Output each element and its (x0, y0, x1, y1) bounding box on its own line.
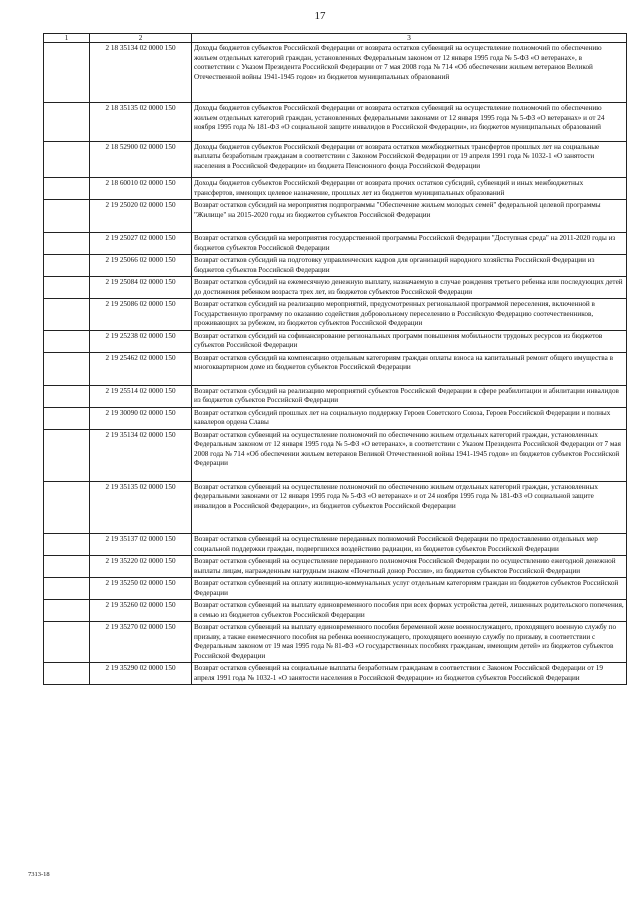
page-number: 17 (314, 10, 326, 22)
budget-classification-code: 2 19 30090 02 0000 150 (90, 407, 192, 429)
income-type-description: Возврат остатков субвенций на социальные выплаты безработным гражданам в соответствии с Законом Российской Федерации от 19 апреля 1991 года № 1032-1 «О занятости населения в Российской Федерации» из бюджетов субъектов Российской Федерации (192, 663, 627, 685)
table-row (44, 622, 627, 663)
table-row (44, 200, 627, 233)
row-number-cell (44, 141, 90, 178)
table-row (44, 429, 627, 481)
table-row (44, 141, 627, 178)
budget-classification-code: 2 18 52900 02 0000 150 (90, 141, 192, 178)
table-row (44, 600, 627, 622)
budget-classification-code: 2 19 25084 02 0000 150 (90, 277, 192, 299)
income-type-description: Возврат остатков субсидий на компенсацию отдельным категориям граждан оплаты взноса на капитальный ремонт общего имущества в многоквартирном доме из бюджетов субъектов Российской Федерации (192, 352, 627, 385)
row-number-cell (44, 277, 90, 299)
column-header-2: 2 (90, 34, 192, 43)
row-number-cell (44, 429, 90, 481)
row-number-cell (44, 255, 90, 277)
income-type-description: Доходы бюджетов субъектов Российской Федерации от возврата прочих остатков субсидий, субвенций и иных межбюджетных трансфертов, имеющих целевое назначение, прошлых лет из бюджетов муниципальных образований (192, 178, 627, 200)
row-number-cell (44, 43, 90, 103)
table-row (44, 407, 627, 429)
income-type-description: Возврат остатков субсидий на реализацию мероприятий субъектов Российской Федерации в сфере реабилитации и абилитации инвалидов из бюджетов субъектов Российской Федерации (192, 385, 627, 407)
column-header-3: 3 (192, 34, 627, 43)
budget-classification-code: 2 19 35250 02 0000 150 (90, 578, 192, 600)
budget-classification-code: 2 18 60010 02 0000 150 (90, 178, 192, 200)
table-row (44, 578, 627, 600)
row-number-cell (44, 534, 90, 556)
row-number-cell (44, 407, 90, 429)
row-number-cell (44, 556, 90, 578)
row-number-cell (44, 178, 90, 200)
budget-classification-code: 2 19 25066 02 0000 150 (90, 255, 192, 277)
table-row (44, 299, 627, 331)
table-row (44, 385, 627, 407)
row-number-cell (44, 600, 90, 622)
budget-classification-code: 2 19 35135 02 0000 150 (90, 481, 192, 534)
income-type-description: Возврат остатков субвенций на осуществление полномочий по обеспечению жильем отдельных категорий граждан, установленных Федеральным законом от 12 января 1995 года № 5-ФЗ «О ветеранах», в соответствии с Указом Президента Российской Федерации от 7 мая 2008 года № 714 «Об обеспечении жильем ветеранов Великой Отечественной войны 1941-1945 годов» из бюджетов субъектов Российской Федерации (192, 429, 627, 481)
income-type-description: Возврат остатков субвенций на осуществление полномочий по обеспечению жильем отдельных категорий граждан, установленных федеральными законами от 12 января 1995 года № 5-ФЗ «О ветеранах» и от 24 ноября 1995 года № 181-ФЗ «О социальной защите инвалидов в Российской Федерации», из бюджетов субъектов Российской Федерации (192, 481, 627, 534)
row-number-cell (44, 200, 90, 233)
table-row (44, 233, 627, 255)
row-number-cell (44, 233, 90, 255)
row-number-cell (44, 103, 90, 142)
document-footer-code: 7313-18 (28, 871, 50, 878)
row-number-cell (44, 578, 90, 600)
row-number-cell (44, 385, 90, 407)
income-type-description: Возврат остатков субвенций на осуществление переданного полномочия Российской Федерации по осуществлению ежегодной денежной выплаты лицам, награжденным нагрудным знаком «Почетный донор России», из бюджетов субъектов Российской Федерации (192, 556, 627, 578)
budget-classification-code: 2 19 35220 02 0000 150 (90, 556, 192, 578)
row-number-cell (44, 352, 90, 385)
table-row (44, 352, 627, 385)
income-type-description: Возврат остатков субсидий на софинансирование региональных программ повышения мобильности трудовых ресурсов из бюджетов субъектов Российской Федерации (192, 330, 627, 352)
table-row (44, 663, 627, 685)
budget-classification-code: 2 19 35134 02 0000 150 (90, 429, 192, 481)
budget-codes-table (43, 33, 627, 685)
budget-classification-code: 2 19 35290 02 0000 150 (90, 663, 192, 685)
table-row (44, 556, 627, 578)
table-row (44, 43, 627, 103)
row-number-cell (44, 481, 90, 534)
income-type-description: Возврат остатков субвенций на оплату жилищно-коммунальных услуг отдельным категориям граждан из бюджетов субъектов Российской Федерации (192, 578, 627, 600)
income-type-description: Доходы бюджетов субъектов Российской Федерации от возврата остатков субвенций на осуществление полномочий по обеспечению жильем отдельных категорий граждан, установленных федеральными законами от 12 января 1995 года № 5-ФЗ «О ветеранах» и от 24 ноября 1995 года № 181-ФЗ «О социальной защите инвалидов в Российской Федерации», из бюджетов муниципальных образований (192, 103, 627, 142)
income-type-description: Возврат остатков субсидий на мероприятия подпрограммы "Обеспечение жильем молодых семей" федеральной целевой программы "Жилище" на 2015-2020 годы из бюджетов субъектов Российской Федерации (192, 200, 627, 233)
column-header-1: 1 (44, 34, 90, 43)
budget-classification-code: 2 19 25238 02 0000 150 (90, 330, 192, 352)
budget-classification-code: 2 19 35270 02 0000 150 (90, 622, 192, 663)
income-type-description: Возврат остатков субсидий на реализацию мероприятий, предусмотренных региональной программой переселения, включенной в Государственную программу по оказанию содействия добровольному переселению в Российскую Федерацию соотечественников, проживающих за рубежом, из бюджетов субъектов Российской Федерации (192, 299, 627, 331)
income-type-description: Возврат остатков субсидий на подготовку управленческих кадров для организаций народного хозяйства Российской Федерации из бюджетов субъектов Российской Федерации (192, 255, 627, 277)
row-number-cell (44, 299, 90, 331)
income-type-description: Возврат остатков субвенций на осуществление переданных полномочий Российской Федерации по предоставлению отдельных мер социальной поддержки граждан, подвергшихся воздействию радиации, из бюджетов субъектов Российской Федерации (192, 534, 627, 556)
income-type-description: Доходы бюджетов субъектов Российской Федерации от возврата остатков межбюджетных трансфертов прошлых лет на социальные выплаты безработным гражданам в соответствии с Законом Российской Федерации от 19 апреля 1991 года № 1032-1 «О занятости населения в Российской Федерации» из бюджета Пенсионного фонда Российской Федерации (192, 141, 627, 178)
budget-classification-code: 2 19 25514 02 0000 150 (90, 385, 192, 407)
income-type-description: Возврат остатков субвенций на выплату единовременного пособия беременной жене военнослужащего, проходящего военную службу по призыву, а также ежемесячного пособия на ребенка военнослужащего, проходящего военную службу по призыву, в соответствии с Федеральным законом от 19 мая 1995 года № 81-ФЗ «О государственных пособиях гражданам, имеющим детей» из бюджетов субъектов Российской Федерации (192, 622, 627, 663)
row-number-cell (44, 663, 90, 685)
table-row (44, 481, 627, 534)
row-number-cell (44, 622, 90, 663)
income-type-description: Возврат остатков субвенций на выплату единовременного пособия при всех формах устройства детей, лишенных родительского попечения, в семью из бюджетов субъектов Российской Федерации (192, 600, 627, 622)
budget-classification-code: 2 19 35137 02 0000 150 (90, 534, 192, 556)
budget-classification-code: 2 19 25462 02 0000 150 (90, 352, 192, 385)
income-type-description: Возврат остатков субсидий на мероприятия государственной программы Российской Федерации "Доступная среда" на 2011-2020 годы из бюджетов субъектов Российской Федерации (192, 233, 627, 255)
table-row (44, 103, 627, 142)
income-type-description: Возврат остатков субсидий прошлых лет на социальную поддержку Героев Советского Союза, Героев Российской Федерации и полных кавалеров ордена Славы (192, 407, 627, 429)
table-row (44, 534, 627, 556)
budget-classification-code: 2 18 35135 02 0000 150 (90, 103, 192, 142)
budget-classification-code: 2 19 25020 02 0000 150 (90, 200, 192, 233)
table-row (44, 330, 627, 352)
table-row (44, 255, 627, 277)
budget-classification-code: 2 19 25027 02 0000 150 (90, 233, 192, 255)
income-type-description: Доходы бюджетов субъектов Российской Федерации от возврата остатков субвенций на осуществление полномочий по обеспечению жильем отдельных категорий граждан, установленных Федеральным законом от 12 января 1995 года № 5-ФЗ «О ветеранах», в соответствии с Указом Президента Российской Федерации от 7 мая 2008 года № 714 «Об обеспечении жильем ветеранов Великой Отечественной войны 1941-1945 годов» из бюджетов муниципальных образований (192, 43, 627, 103)
income-type-description: Возврат остатков субсидий на ежемесячную денежную выплату, назначаемую в случае рождения третьего ребенка или последующих детей до достижения ребенком возраста трех лет, из бюджетов субъектов Российской Федерации (192, 277, 627, 299)
table-row (44, 277, 627, 299)
row-number-cell (44, 330, 90, 352)
budget-classification-code: 2 18 35134 02 0000 150 (90, 43, 192, 103)
table-header-row (44, 34, 627, 43)
budget-classification-code: 2 19 35260 02 0000 150 (90, 600, 192, 622)
budget-classification-code: 2 19 25086 02 0000 150 (90, 299, 192, 331)
table-row (44, 178, 627, 200)
